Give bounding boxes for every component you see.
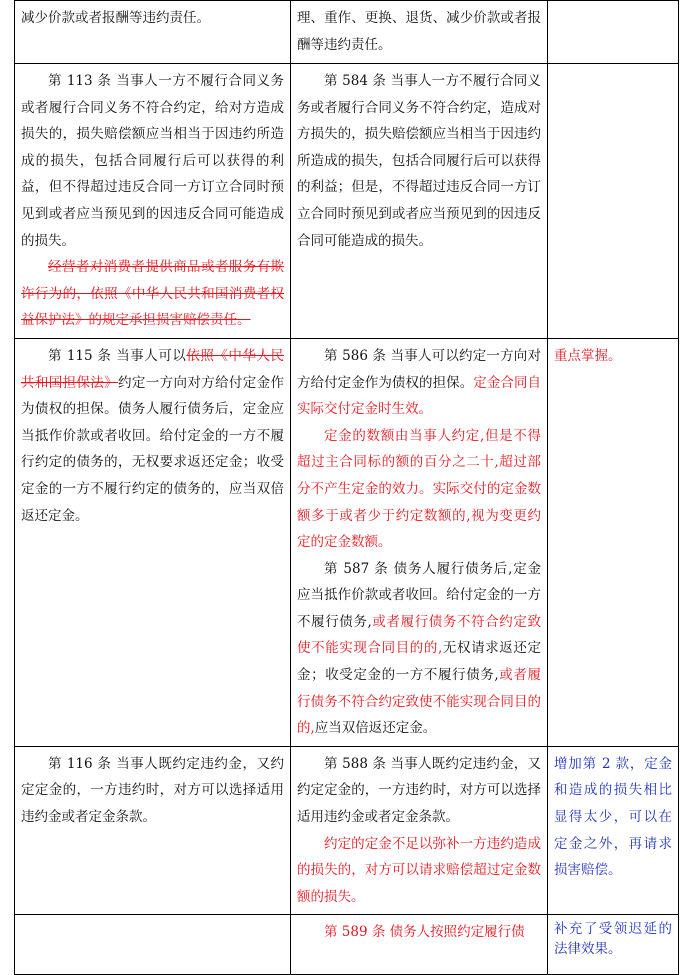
note-cell — [548, 915, 679, 975]
text-run: 第 115 条 当事人可以 — [48, 347, 187, 364]
article-115-text — [21, 343, 284, 529]
article-116-text: 第 116 条 当事人既约定违约金，又约定定金的，一方违约时，对方可以选择适用违约金或者定金条款。 — [21, 755, 284, 826]
old-law-cell — [15, 64, 291, 339]
law-comparison-table — [14, 0, 679, 975]
added-text: 或者履行债务不符合约定致使不能实现合同目的的, — [297, 613, 541, 657]
added-text: 定金合同自实际交付定金时生效。 — [297, 374, 542, 418]
table-row — [15, 915, 679, 975]
new-law-cell — [291, 915, 548, 975]
article-586-text — [297, 343, 541, 423]
text-run: 第 586 条 当事人可以约定一方向对方给付定金作为债权的担保。 — [297, 347, 541, 391]
text-run: 应当双倍返还定金。 — [314, 720, 437, 737]
text-run: 约定一方向对方给付定金作为债权的担保。债务人履行债务后，定金应当抵作价款或者收回。给付定金的一方不履行约定的债务的，无权要求返还定金；收受定金的一方不履行约定的债务的，应当双倍返还定金。 — [21, 374, 285, 524]
new-law-cell — [291, 746, 548, 915]
article-587-text — [297, 556, 541, 742]
note-cell — [548, 1, 679, 64]
article-588-text: 第 588 条 当事人既约定违约金，又约定定金的，一方违约时，对方可以选择适用违约金或者定金条款。 — [297, 755, 541, 826]
old-law-cell — [15, 338, 291, 746]
table-row — [15, 64, 679, 339]
note-cell — [548, 338, 679, 746]
old-law-cell — [15, 915, 291, 975]
note-cell — [548, 746, 679, 915]
old-law-cell — [15, 746, 291, 915]
added-text: 定金的数额由当事人约定,但是不得超过主合同标的额的百分之二十,超过部分不产生定金的效力。实际交付的定金数额多于或者少于约定数额的,视为变更约定的定金数额。 — [297, 427, 541, 551]
note-text: 补充了受领迟延的法律效果。 — [554, 921, 672, 958]
old-law-text: 减少价款或者报酬等违约责任。 — [21, 10, 210, 26]
table-row — [15, 1, 679, 64]
note-text: 重点掌握。 — [554, 347, 622, 364]
article-584-text: 第 584 条 当事人一方不履行合同义务或者履行合同义务不符合约定，造成对方损失的，损失赔偿额应当相当于因违约所造成的损失，包括合同履行后可以获得的利益；但是，不得超过违反合同一方订立合同时预见到或者应当预见到的因违反合同可能造成的损失。 — [297, 73, 541, 249]
old-law-cell — [15, 1, 291, 64]
added-text: 约定的定金不足以弥补一方违约造成的损失的，对方可以请求赔偿超过定金数额的损失。 — [297, 835, 541, 905]
added-text: 或者履行债务不符合约定致使不能实现合同目的的, — [297, 667, 542, 737]
note-cell — [548, 64, 679, 339]
new-law-cell — [291, 64, 548, 339]
new-law-cell — [291, 1, 548, 64]
article-113-text: 第 113 条 当事人一方不履行合同义务或者履行合同义务不符合约定，给对方造成损失的，损失赔偿额应当相当于因违约所造成的损失，包括合同履行后可以获得的利益，但不得超过违反合同一方订立合同时预见到或者应当预见到的因违反合同可能造成的损失。 — [21, 73, 284, 249]
text-run: 无权请求返还定金；收受定金的一方不履行债务, — [297, 640, 541, 684]
deleted-text: 经营者对消费者提供商品或者服务有欺诈行为的，依照《中华人民共和国消费者权益保护法》的规定承担损害赔偿责任。 — [21, 259, 284, 329]
deleted-text: 依照《中华人民共和国担保法》 — [21, 347, 284, 391]
table-row — [15, 338, 679, 746]
article-589-text: 第 589 条 债务人按照约定履行债 — [324, 924, 525, 941]
text-run: 第 587 条 债务人履行债务后,定金应当抵作价款或者收回。给付定金的一方不履行债务, — [297, 560, 541, 630]
new-law-text: 理、重作、更换、退货、减少价款或者报酬等违约责任。 — [297, 10, 541, 53]
table-row — [15, 746, 679, 915]
note-text: 增加第 2 款，定金和造成的损失相比显得太少，可以在定金之外，再请求损害赔偿。 — [554, 755, 672, 879]
new-law-cell — [291, 338, 548, 746]
